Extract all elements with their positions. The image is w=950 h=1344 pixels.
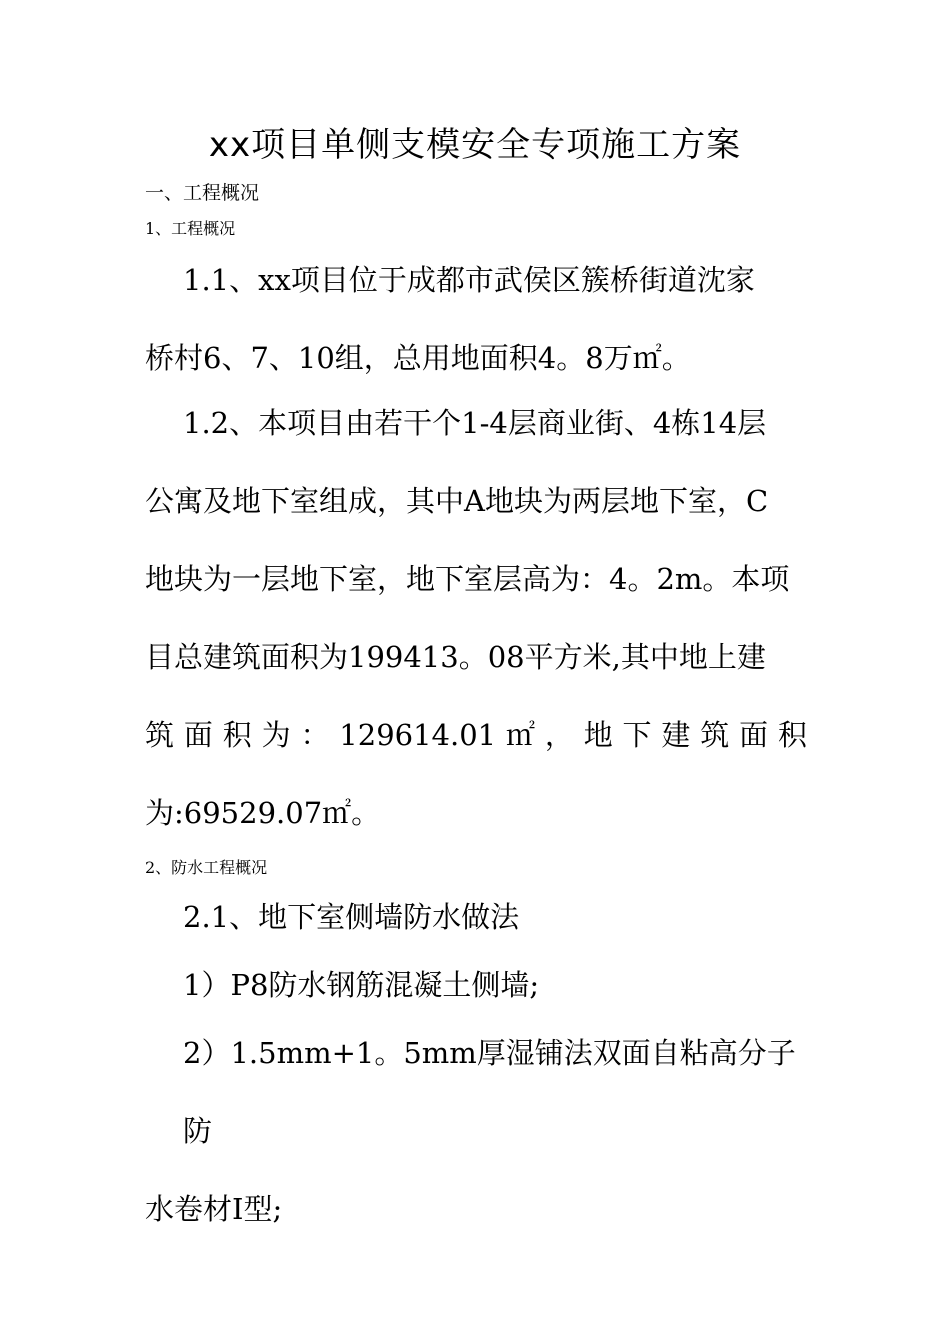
paragraph-1-1 <box>145 241 807 397</box>
subsection-heading-waterproofing: 2、防水工程概况 <box>145 858 268 877</box>
list-item-2-line-1: 2）1.5mm+1。5mm厚湿铺法双面自粘高分子防 <box>183 1036 796 1148</box>
subsection-heading-project-overview: 1、工程概况 <box>145 219 236 238</box>
paragraph-1-2-line-5: 筑面积为：129614.01㎡，地下建筑面积 <box>145 718 807 752</box>
list-item-1: 1）P8防水钢筋混凝土侧墙; <box>183 968 540 1002</box>
paragraph-1-2-line-3: 地块为一层地下室，地下室层高为：4。2m。本项 <box>145 562 790 596</box>
list-item-2 <box>145 1014 807 1248</box>
paragraph-1-2-line-6: 为:69529.07㎡。 <box>145 796 381 830</box>
item-2-1-side-wall-waterproofing: 2.1、地下室侧墙防水做法 <box>183 900 520 934</box>
paragraph-1-1-line-2: 桥村6、7、10组，总用地面积4。8万㎡。 <box>145 341 691 375</box>
paragraph-1-2-line-1: 1.2、本项目由若干个1-4层商业街、4栋14层 <box>183 406 767 440</box>
document-title: xx项目单侧支模安全专项施工方案 <box>208 125 742 165</box>
list-item-2-line-2: 水卷材Ⅰ型; <box>145 1192 283 1226</box>
section-heading-overview: 一、工程概况 <box>145 182 260 204</box>
paragraph-1-1-line-1: 1.1、xx项目位于成都市武侯区簇桥街道沈家 <box>183 263 755 297</box>
paragraph-1-2-line-2: 公寓及地下室组成，其中A地块为两层地下室，C <box>145 484 769 518</box>
paragraph-1-2 <box>145 384 807 852</box>
paragraph-1-2-line-4: 目总建筑面积为199413。08平方米,其中地上建 <box>145 640 766 674</box>
